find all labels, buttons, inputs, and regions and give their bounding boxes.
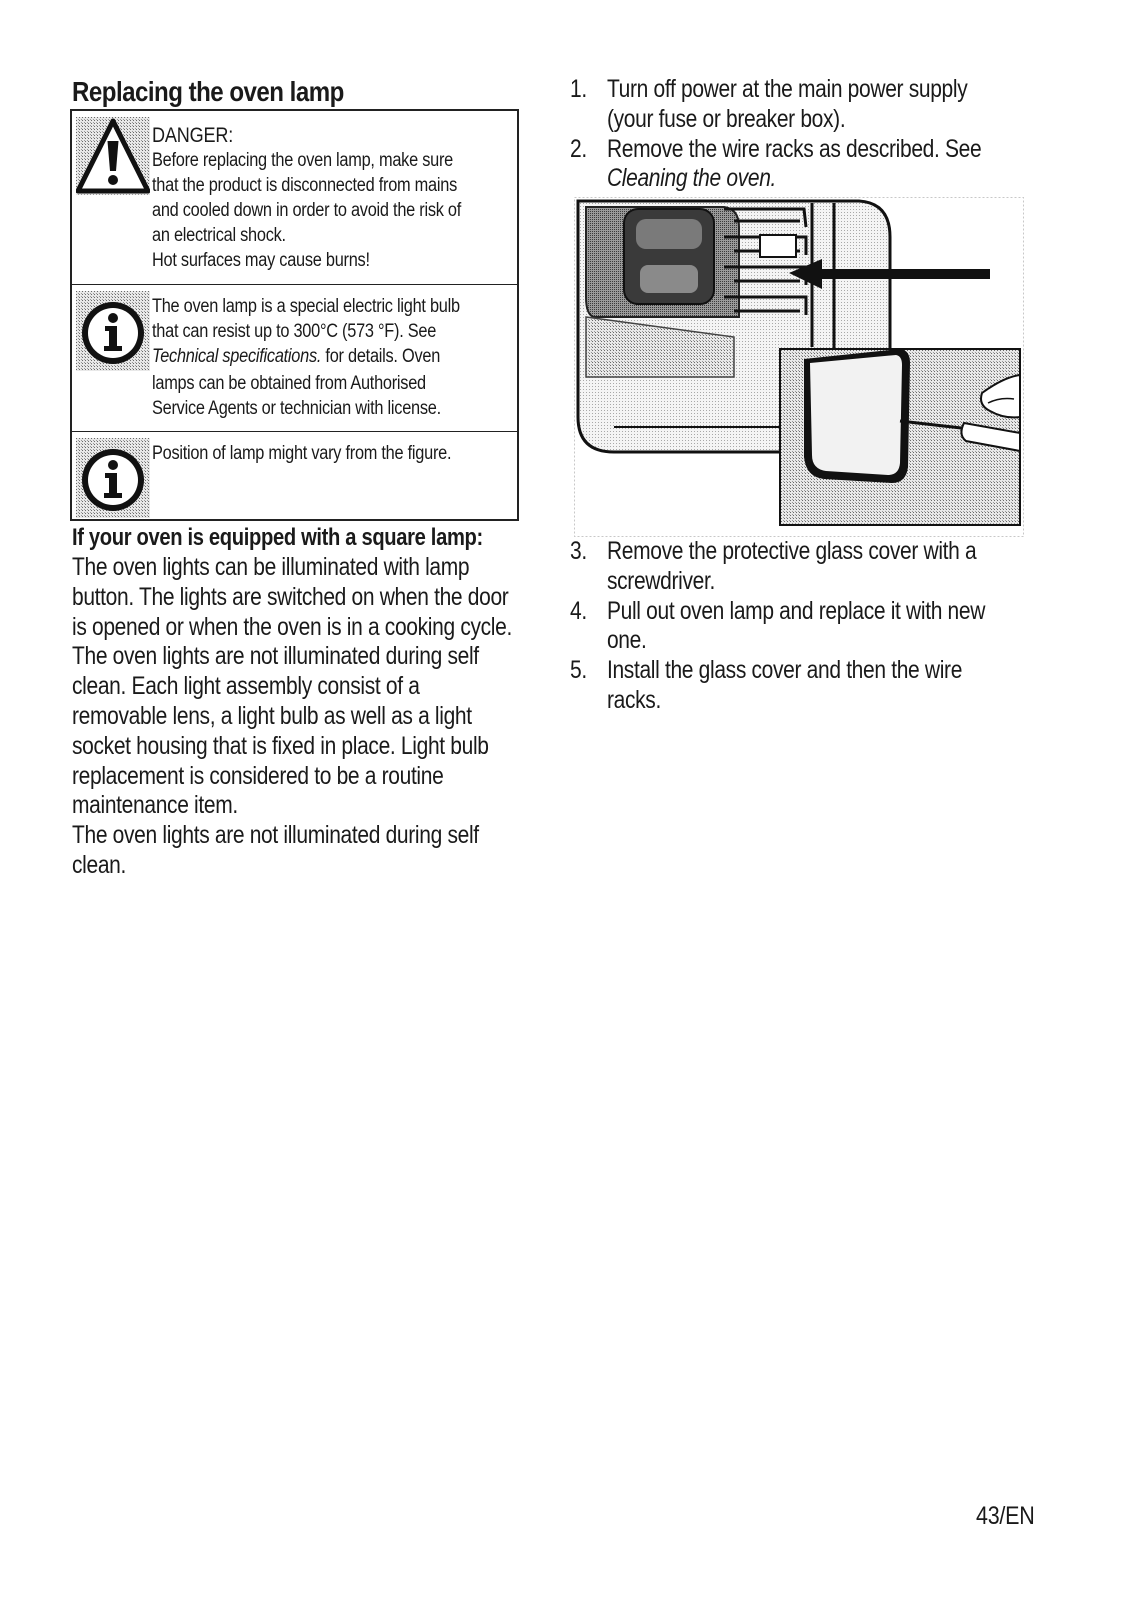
- oven-lamp-illustration: [574, 197, 1024, 537]
- step-item: [570, 537, 1024, 597]
- danger-heading: DANGER:: [152, 124, 234, 147]
- danger-line: and cooled down in order to avoid the risk of: [152, 200, 462, 221]
- step-line: Install the glass cover and then the wire: [606, 656, 963, 685]
- info-line: [152, 344, 522, 369]
- info-icon: [76, 291, 150, 371]
- step-item: [570, 656, 1024, 716]
- body-line: The oven lights can be illuminated with lamp: [72, 553, 470, 581]
- step-line: Pull out oven lamp and replace it with new: [606, 596, 986, 625]
- danger-line: that the product is disconnected from mains: [152, 175, 457, 196]
- body-line: clean. Each light assembly consist of a: [72, 672, 420, 701]
- body-line: clean.: [72, 850, 127, 879]
- info-line: Service Agents or technician with license.: [152, 398, 441, 419]
- body-line: maintenance item.: [72, 791, 238, 820]
- step-number: 2.: [570, 134, 587, 163]
- cleaning-the-oven-link[interactable]: Cleaning the oven.: [606, 164, 777, 193]
- step-line: one.: [606, 626, 647, 655]
- step-line: Remove the wire racks as described. See: [606, 134, 982, 163]
- danger-line: an electrical shock.: [152, 225, 286, 246]
- technical-specifications-link[interactable]: Technical specifications.: [152, 346, 322, 367]
- danger-line: Hot surfaces may cause burns!: [152, 250, 370, 271]
- info-line: lamps can be obtained from Authorised: [152, 373, 426, 394]
- step-item: [570, 597, 1024, 657]
- step-item: [570, 135, 1024, 195]
- danger-line: Before replacing the oven lamp, make sure: [152, 150, 453, 171]
- body-paragraph: [72, 821, 526, 881]
- step-number: 1.: [570, 75, 587, 103]
- body-line: is opened or when the oven is in a cooking cycle.: [72, 612, 512, 641]
- body-line: button. The lights are switched on when the door: [72, 582, 509, 611]
- page-title: Replacing the oven lamp: [72, 76, 344, 107]
- info-line: that can resist up to 300°C (573 °F). See: [152, 321, 437, 342]
- square-lamp-heading: If your oven is equipped with a square lamp:: [72, 524, 483, 551]
- warning-triangle-icon: [76, 117, 150, 195]
- body-paragraph: [72, 553, 526, 821]
- body-line: The oven lights are not illuminated during self: [72, 821, 479, 850]
- step-number: 3.: [570, 537, 587, 565]
- step-line: screwdriver.: [606, 566, 715, 595]
- step-line: (your fuse or breaker box).: [606, 104, 846, 133]
- step-line: racks.: [606, 685, 661, 714]
- info-line-rest: for details. Oven: [321, 346, 441, 367]
- info-icon: [76, 438, 150, 518]
- page-number: 43/EN: [976, 1502, 1035, 1530]
- danger-notice-box: [70, 109, 519, 285]
- info-line: The oven lamp is a special electric light bulb: [152, 296, 460, 317]
- step-number: 5.: [570, 656, 587, 685]
- info-notice-box-lamp: [70, 284, 519, 432]
- steps-list-bottom: [570, 537, 1024, 716]
- step-number: 4.: [570, 596, 587, 625]
- body-line: replacement is considered to be a routine: [72, 761, 444, 790]
- body-line: The oven lights are not illuminated during self: [72, 642, 479, 671]
- info-notice-box-position: [70, 431, 519, 521]
- step-line: Turn off power at the main power supply: [606, 75, 968, 103]
- body-line: socket housing that is fixed in place. Light bulb: [72, 731, 489, 760]
- step-item: [570, 75, 1024, 135]
- steps-list-top: [570, 75, 1024, 194]
- step-line: Remove the protective glass cover with a: [606, 537, 977, 565]
- body-line: removable lens, a light bulb as well as a light: [72, 701, 472, 730]
- square-lamp-body: [72, 553, 526, 881]
- info-line: Position of lamp might vary from the figure.: [152, 443, 452, 464]
